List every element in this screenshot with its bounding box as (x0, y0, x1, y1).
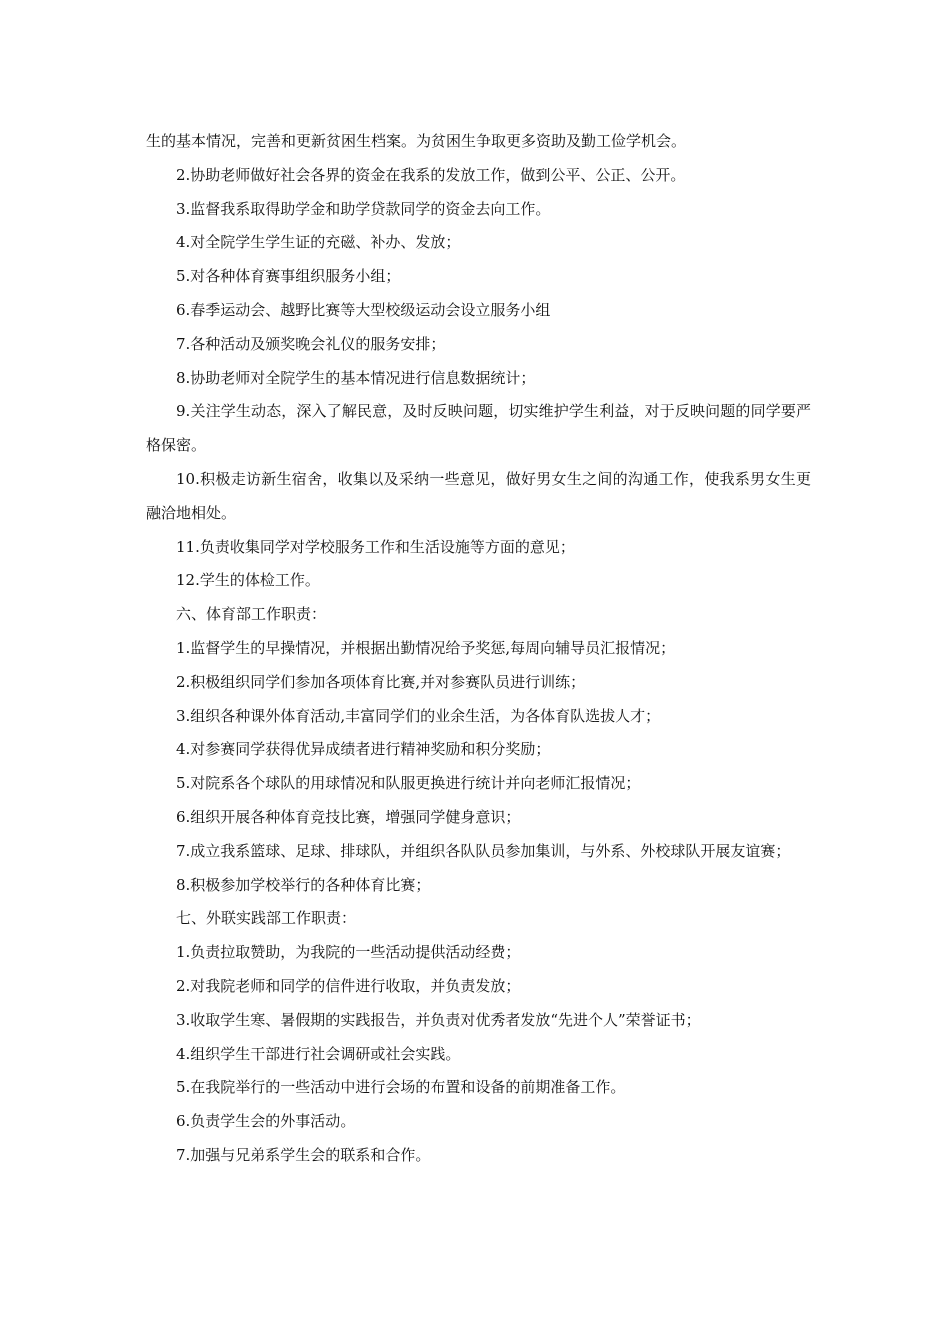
paragraph: 12.学生的体检工作。 (176, 571, 320, 590)
paragraph: 2.对我院老师和同学的信件进行收取，并负责发放； (176, 976, 521, 995)
paragraph: 7.成立我系篮球、足球、排球队，并组织各队队员参加集训，与外系、外校球队开展友谊赛； (176, 841, 791, 860)
paragraph: 5.对院系各个球队的用球情况和队服更换进行统计并向老师汇报情况； (176, 774, 641, 793)
paragraph: 4.对全院学生学生证的充磁、补办、发放； (176, 233, 461, 252)
paragraph: 4.组织学生干部进行社会调研或社会实践。 (176, 1044, 461, 1063)
document-body (146, 125, 811, 1173)
paragraph: 7.加强与兄弟系学生会的联系和合作。 (176, 1145, 431, 1164)
paragraph: 10.积极走访新生宿舍，收集以及采纳一些意见，做好男女生之间的沟通工作，使我系男女生更融洽地相处。 (146, 469, 811, 522)
paragraph: 7.各种活动及颁奖晚会礼仪的服务安排； (176, 334, 446, 353)
paragraph: 8.积极参加学校举行的各种体育比赛； (176, 875, 431, 894)
paragraph: 9.关注学生动态，深入了解民意，及时反映问题，切实维护学生利益，对于反映问题的同学要严格保密。 (146, 402, 811, 455)
paragraph: 3.组织各种课外体育活动,丰富同学们的业余生活，为各体育队选拔人才； (176, 706, 661, 725)
paragraph: 1.负责拉取赞助，为我院的一些活动提供活动经费； (176, 943, 521, 962)
paragraph: 2.协助老师做好社会各界的资金在我系的发放工作，做到公平、公正、公开。 (176, 165, 686, 184)
paragraph: 8.协助老师对全院学生的基本情况进行信息数据统计； (176, 368, 536, 387)
paragraph: 11.负责收集同学对学校服务工作和生活设施等方面的意见； (176, 537, 575, 556)
paragraph: 七、外联实践部工作职责： (176, 909, 357, 928)
paragraph: 6.组织开展各种体育竞技比赛，增强同学健身意识； (176, 807, 521, 826)
paragraph: 6.负责学生会的外事活动。 (176, 1112, 356, 1131)
paragraph: 4.对参赛同学获得优异成绩者进行精神奖励和积分奖励； (176, 740, 551, 759)
paragraph: 生的基本情况，完善和更新贫困生档案。为贫困生争取更多资助及勤工俭学机会。 (146, 132, 687, 150)
paragraph: 5.在我院举行的一些活动中进行会场的布置和设备的前期准备工作。 (176, 1078, 626, 1097)
paragraph: 六、体育部工作职责： (176, 605, 327, 624)
paragraph: 3.监督我系取得助学金和助学贷款同学的资金去向工作。 (176, 199, 551, 218)
paragraph: 5.对各种体育赛事组织服务小组； (176, 267, 401, 286)
paragraph: 2.积极组织同学们参加各项体育比赛,并对参赛队员进行训练； (176, 672, 586, 691)
paragraph: 1.监督学生的早操情况，并根据出勤情况给予奖惩,每周向辅导员汇报情况； (176, 638, 676, 657)
paragraph: 6.春季运动会、越野比赛等大型校级运动会设立服务小组 (176, 300, 551, 319)
paragraph: 3.收取学生寒、暑假期的实践报告，并负责对优秀者发放“先进个人”荣誉证书； (176, 1010, 701, 1029)
